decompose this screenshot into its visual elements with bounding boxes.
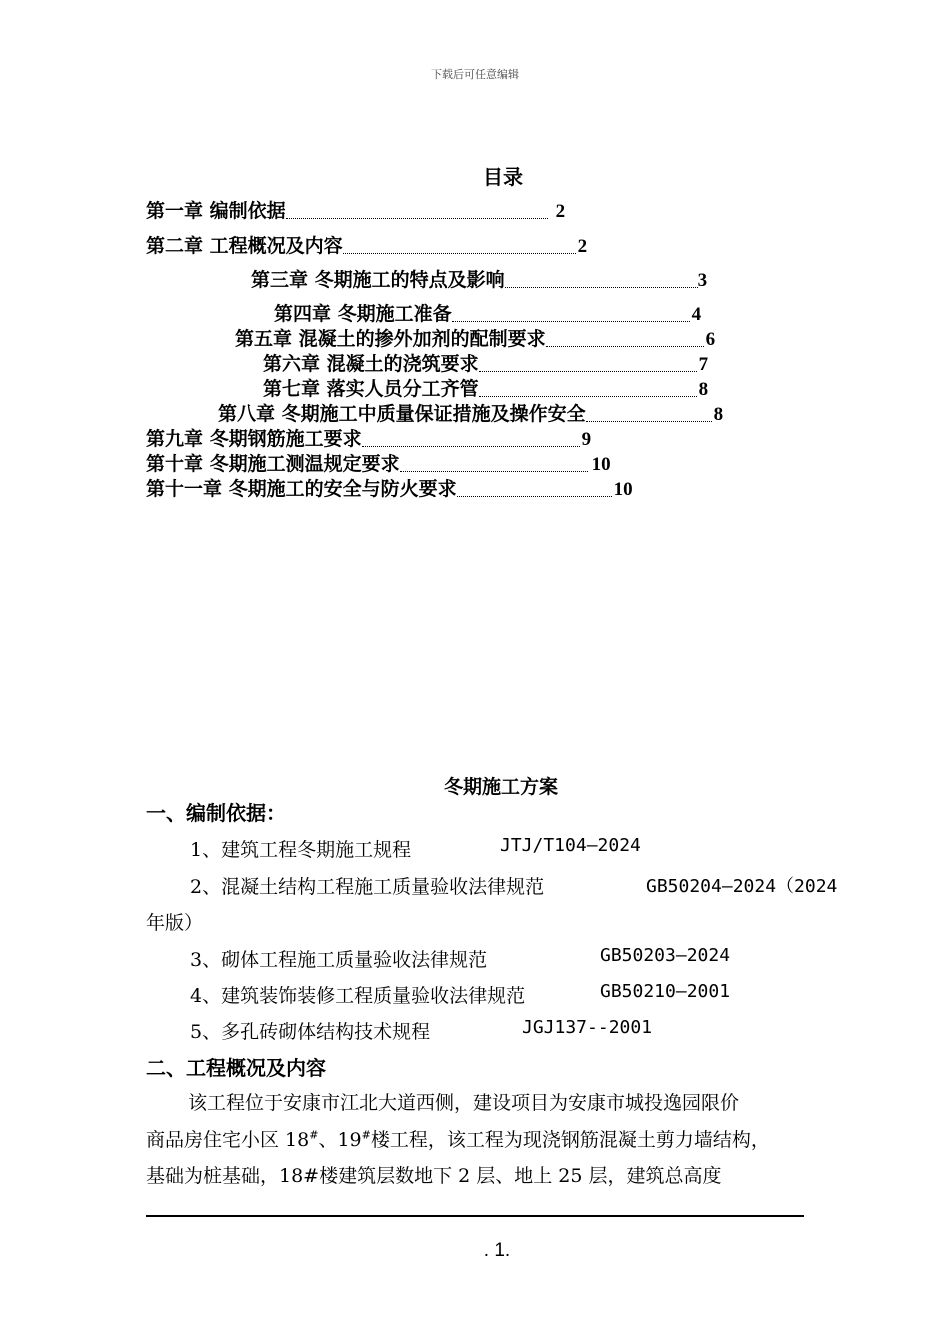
toc-entry[interactable] <box>146 449 611 476</box>
toc-page-number: 3 <box>697 270 708 291</box>
reference-label: 5、多孔砖砌体结构技术规程 <box>190 1021 431 1043</box>
reference-code: GB50203—2024 <box>600 945 731 966</box>
toc-page-number: 10 <box>591 454 611 475</box>
text-run: 楼工程，该工程为现浇钢筋混凝土剪力墙结构， <box>370 1129 770 1151</box>
toc-page-number: 8 <box>713 404 724 425</box>
reference-item <box>190 835 641 862</box>
reference-code: GB50204—2024（2024 <box>646 876 838 897</box>
document-title: 冬期施工方案 <box>443 776 558 798</box>
toc-entry[interactable] <box>251 265 707 292</box>
paragraph-line <box>146 1125 770 1152</box>
toc-page-number: 10 <box>613 479 633 500</box>
toc-entry[interactable] <box>263 349 708 376</box>
toc-leader <box>400 470 588 472</box>
section-heading: 二、工程概况及内容 <box>146 1056 326 1080</box>
reference-code: JTJ/T104—2024 <box>500 835 641 856</box>
toc-page-number: 2 <box>577 236 588 257</box>
toc-page-number: 9 <box>581 429 592 450</box>
toc-entry-label: 第十章 冬期施工测温规定要求 <box>146 453 400 475</box>
toc-entry[interactable] <box>146 474 633 501</box>
section-heading: 一、编制依据： <box>146 801 286 825</box>
toc-entry-label: 第八章 冬期施工中质量保证措施及操作安全 <box>218 403 586 425</box>
toc-entry[interactable] <box>263 374 708 401</box>
reference-code: JGJ137--2001 <box>522 1017 653 1038</box>
toc-entry[interactable] <box>274 299 701 326</box>
reference-label: 4、建筑装饰装修工程质量验收法律规范 <box>190 985 526 1007</box>
reference-label: 3、砌体工程施工质量验收法律规范 <box>190 949 488 971</box>
toc-leader <box>457 495 612 497</box>
reference-label: 2、混凝土结构工程施工质量验收法律规范 <box>190 876 545 898</box>
toc-entry[interactable] <box>146 196 565 223</box>
text-run: 商品房住宅小区 18 <box>146 1129 310 1151</box>
page-number: . 1. <box>483 1240 511 1261</box>
toc-leader <box>479 395 697 397</box>
toc-leader <box>362 445 580 447</box>
toc-entry-label: 第三章 冬期施工的特点及影响 <box>251 269 505 291</box>
toc-entry[interactable] <box>146 424 591 451</box>
toc-leader <box>479 370 697 372</box>
header-note: 下载后可任意编辑 <box>431 68 519 81</box>
toc-entry-label: 第十一章 冬期施工的安全与防火要求 <box>146 478 457 500</box>
superscript: # <box>309 1128 319 1142</box>
toc-page-number: 2 <box>555 201 566 222</box>
toc-leader <box>343 252 576 254</box>
paragraph-line: 基础为桩基础，18#楼建筑层数地下 2 层、地上 25 层，建筑总高度 <box>146 1165 722 1187</box>
toc-page-number: 4 <box>691 304 702 325</box>
toc-entry-label: 第二章 工程概况及内容 <box>146 235 343 257</box>
toc-title: 目录 <box>483 165 523 189</box>
footer-rule <box>146 1215 804 1217</box>
toc-entry-label: 第四章 冬期施工准备 <box>274 303 452 325</box>
toc-entry-label: 第六章 混凝土的浇筑要求 <box>263 353 479 375</box>
toc-entry[interactable] <box>235 324 715 351</box>
toc-page-number: 6 <box>705 329 716 350</box>
toc-entry-label: 第一章 编制依据 <box>146 200 286 222</box>
reference-label: 1、建筑工程冬期施工规程 <box>190 839 412 861</box>
superscript: # <box>361 1128 371 1142</box>
toc-entry-label: 第九章 冬期钢筋施工要求 <box>146 428 362 450</box>
toc-entry-label: 第七章 落实人员分工齐管 <box>263 378 479 400</box>
toc-page-number: 8 <box>698 379 709 400</box>
toc-leader <box>286 217 548 219</box>
toc-page-number: 7 <box>698 354 709 375</box>
toc-leader <box>452 320 690 322</box>
reference-continuation: 年版） <box>146 912 204 934</box>
paragraph-line: 该工程位于安康市江北大道西侧，建设项目为安康市城投逸园限价 <box>188 1092 740 1114</box>
toc-entry[interactable] <box>146 231 587 258</box>
toc-leader <box>546 345 704 347</box>
toc-leader <box>505 286 698 288</box>
reference-item <box>190 872 838 899</box>
toc-entry[interactable] <box>218 399 723 426</box>
reference-item <box>190 945 731 972</box>
reference-item <box>190 1017 653 1044</box>
reference-code: GB50210—2001 <box>600 981 731 1002</box>
toc-leader <box>586 420 712 422</box>
text-run: 、19 <box>318 1129 362 1151</box>
reference-item <box>190 981 731 1008</box>
toc-entry-label: 第五章 混凝土的掺外加剂的配制要求 <box>235 328 546 350</box>
